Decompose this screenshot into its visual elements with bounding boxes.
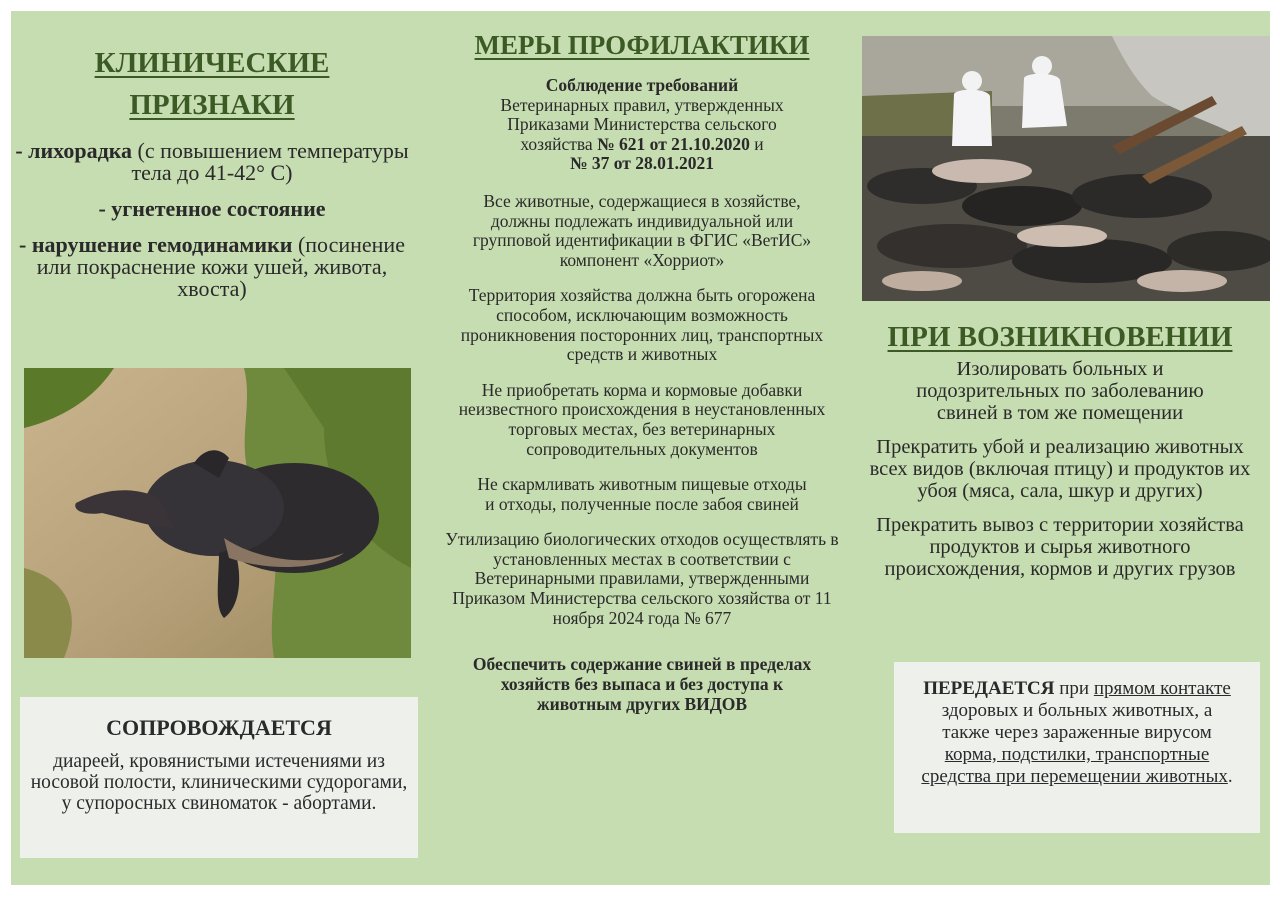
symptom-depression: - угнетенное состояние — [98, 196, 326, 221]
accompanied-card — [20, 697, 418, 858]
occurrence-title: ПРИ ВОЗНИКНОВЕНИИ — [887, 321, 1233, 353]
transmission-text: ПЕРЕДАЕТСЯ при прямом контакте здоровых и больных животных, а также через зараженные вирусом корма, подстилки, транспортные средства при перемещении животных. — [921, 678, 1233, 787]
prevention-intro: Соблюдение требований Ветеринарных правил, утвержденных Приказами Министерства сельского хозяйства № 621 от 21.10.2020 и № 37 от 28.01.2021 — [500, 75, 784, 174]
prevention-final: Обеспечить содержание свиней в пределах хозяйств без выпаса и без доступа к животным других ВИДОВ — [472, 654, 812, 715]
sick-boar-photo — [24, 368, 411, 658]
measure-bio-waste: Утилизацию биологических отходов осуществлять в установленных местах в соответствии с Ветеринарными правилами, утвержденными Приказом Министерства сельского хозяйства от 11 ноября 2024 года № 677 — [445, 529, 839, 628]
prevention-title: МЕРЫ ПРОФИЛАКТИКИ — [474, 30, 810, 60]
measure-feed-origin: Не приобретать корма и кормовые добавки неизвестного происхождения в неустановленных торговых местах, без ветеринарных сопроводительных документов — [458, 379, 826, 459]
transmission-card — [894, 662, 1260, 833]
accompanied-text: диареей, кровянистыми истечениями из носовой полости, клиническими судорогами, у супоросных свиноматок - абортами. — [30, 751, 408, 814]
symptom-hemodynamics: - нарушение гемодинамики (посинение или покраснение кожи ушей, живота, хвоста) — [19, 232, 405, 301]
disposal-photo — [862, 36, 1270, 301]
prevention-section — [436, 28, 848, 714]
measure-identification: Все животные, содержащиеся в хозяйстве, должны подлежать индивидуальной или групповой идентификации в ФГИС «ВетИС» компонент «Хорриот» — [472, 190, 812, 270]
symptom-fever: - лихорадка (с повышением температуры тела до 41-42° С) — [15, 138, 409, 185]
occurrence-stop-export: Прекратить вывоз с территории хозяйства продуктов и сырья животного происхождения, кормов и других грузов — [876, 514, 1244, 580]
occurrence-isolate: Изолировать больных и подозрительных по заболеванию свиней в том же помещении — [916, 358, 1204, 424]
occurrence-section — [850, 318, 1270, 580]
measure-fencing: Территория хозяйства должна быть огорожена способом, исключающим возможность проникновения посторонних лиц, транспортных средств и животных — [460, 285, 824, 365]
clinical-signs-title: КЛИНИЧЕСКИЕ ПРИЗНАКИ — [94, 47, 330, 121]
accompanied-title: СОПРОВОЖДАЕТСЯ — [106, 715, 332, 740]
measure-food-waste: Не скармливать животным пищевые отходы и отходы, полученные после забоя свиней — [477, 474, 807, 514]
occurrence-stop-slaughter: Прекратить убой и реализацию животных всех видов (включая птицу) и продуктов их убоя (мяса, сала, шкур и других) — [869, 436, 1251, 502]
clinical-signs-section — [10, 42, 414, 300]
